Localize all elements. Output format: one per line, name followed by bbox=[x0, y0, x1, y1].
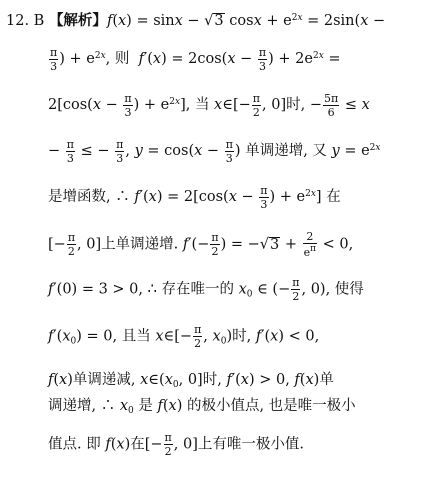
solution-line-5: 是增函数, ∴ f′(x) = 2[cos(x − $\frac{\pi}{3}$ ) + $e^{2x}$] 在 bbox=[48, 183, 341, 211]
question-number: 12. B bbox=[6, 13, 45, 29]
solution-line-11: 值点. 即 f(x)在[− $\frac{\pi}{2}$ , 0]上有唯一极小值. bbox=[48, 431, 304, 458]
solution-line-6: [− $\frac{\pi}{2}$ , 0]上单调递增. f′(− $\frac{\pi}{2}$ ) = −√3 + $\frac{2}{e^\pi}$ < 0, bbox=[48, 230, 354, 259]
solution-line-7: f′(0) = 3 > 0, ∴ 存在唯一的 $x_0$ ∈ (− $\frac{\pi}{2}$ , 0), 使得 bbox=[48, 276, 364, 303]
solution-line-1: 12. B 【解析】f(x) = sinx − √3 $\cos x + e^{2x} = 2\sin(x$ − bbox=[6, 13, 386, 29]
solution-line-4: − $\frac{\pi}{3}$ ≤ − $\frac{\pi}{3}$ , y = cos(x − $\frac{\pi}{3}$ ) 单调递增, 又 $y = e^{2x}$ bbox=[48, 137, 381, 165]
solution-line-8: $f'(x_0) = 0$, 且当 x∈[− $\frac{\pi}{2}$ , $x_0$)时, f′(x) < 0, bbox=[48, 323, 320, 350]
solution-line-3: 2[cos(x − $\frac{\pi}{3}$ ) + $e^{2x}$], 当 x∈[− $\frac{\pi}{2}$ , 0]时, − $\frac{5\pi}{6}$ ≤ x bbox=[48, 91, 370, 119]
analysis-tag: 【解析】 bbox=[48, 13, 107, 29]
solution-line-10: 调递增, ∴ $x_0$ 是 f(x) 的极小值点, 也是唯一极小 bbox=[48, 398, 356, 416]
solution-line-2: $\frac{\pi}{3}$ ) + $e^{2x}$, 则 f′(x) = 2cos(x − $\frac{\pi}{3}$ ) + $2e^{2x}$ = bbox=[50, 45, 341, 73]
solution-line-9: f(x)单调递减, $x\in(x_0$, 0]时, f′(x) > 0, f(x)单 bbox=[48, 372, 334, 390]
